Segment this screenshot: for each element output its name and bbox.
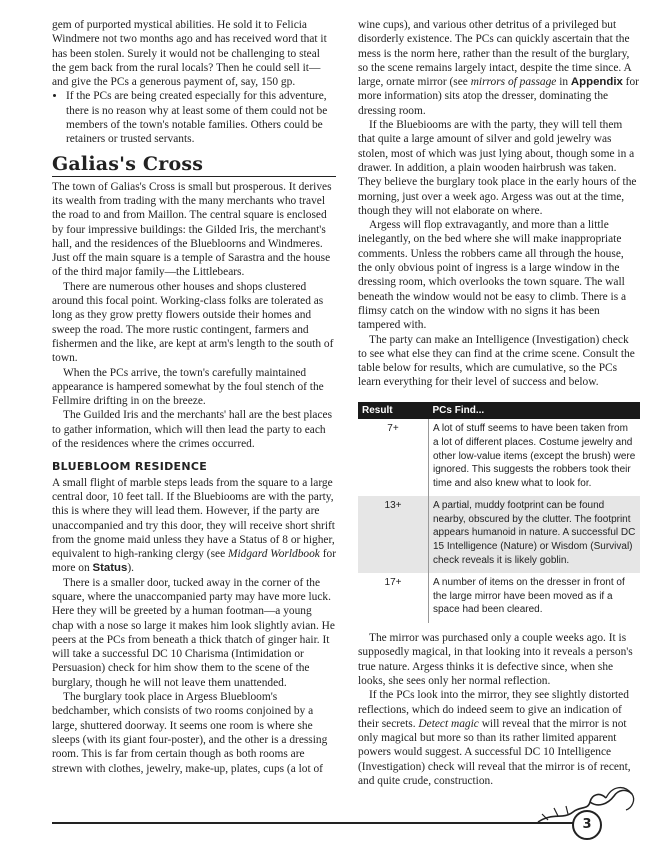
section-heading: Galias's Cross xyxy=(52,153,336,177)
result-cell: 17+ xyxy=(384,577,402,589)
paragraph: If the PCs look into the mirror, they see slightly distorted reflections, which do indeed seem to give an indication of their secrets. Detect magic will reveal that the mirror is not only magical but more so than its rather limited apparent powers would suggest. A successful DC 10 Intelligence (Investigation) check will reveal that the mirror is of recent, and quite crude, construction. xyxy=(358,689,631,787)
appendix-reference: Appendix xyxy=(570,76,623,89)
item-reference: mirrors of passage xyxy=(470,76,557,89)
find-cell: A number of items on the dresser in front of the large mirror have been moved as if a space had been cleared. xyxy=(429,573,641,623)
paragraph: A small flight of marble steps leads from the square to a large central door, 10 feet tall. If the Bluebiooms are with the party, this is where they will lead them. However, if the party are unaccompanied and try this door, they will receive short shrift from the gnome maid unless they have a Status of 8 or higher, equivalent to high-ranking clergy (see Midgard Worldbook for more on Status). xyxy=(52,476,336,575)
table-row xyxy=(358,496,640,573)
right-column xyxy=(358,18,640,788)
paragraph: There is a smaller door, tucked away in the corner of the square, where the unaccompanied party may have more luck. Here they will be greeted by a human footman—a young chap with a nose so large it makes him look slightly avian. He peers at the PCs from beneath a thick thatch of ginger hair. It will take a successful DC 10 Charisma (Intimidation or Persuasion) check for him show them to the scene of the burglary, though he will not leave them unattended. xyxy=(52,576,335,689)
find-cell: A lot of stuff seems to have been taken from a lot of different places. Costume jewelry and other low-value items (except the brush) were ignored. This suggests the robbers took their time and also knew what to look for. xyxy=(429,419,641,496)
table-row xyxy=(358,419,640,496)
page-number: 3 xyxy=(572,810,602,840)
spell-name: Detect magic xyxy=(418,717,479,730)
results-table xyxy=(358,402,640,623)
paragraph: When the PCs arrive, the town's carefully maintained appearance is hampered somewhat by the foul stench of the Fellmire drifting in on the breeze. xyxy=(52,366,324,408)
column-header-result: Result xyxy=(358,402,429,420)
paragraph: The party can make an Intelligence (Investigation) check to see what else they can find at the crime scene. Consult the table below for results, which are cumulative, so the PCs learn everything for their level of success and below. xyxy=(358,333,635,389)
paragraph: The town of Galias's Cross is small but prosperous. It derives its wealth from trading with the many merchants who travel the road to and from Maillon. The central square is enclosed by four impressive buildings: the Gilded Iris, the merchant's hall, and the residences of the Bluebloorns and Windmeres. Just off the main square is a temple of Sarastra and the house of the third major family—the Littlebears. xyxy=(52,180,332,279)
bullet-item: • If the PCs are being created especially for this adventure, there is no reason why at least some of them could not be members of the town's notable families. Others could be retainers or trusted servants. xyxy=(66,89,336,146)
result-cell: 13+ xyxy=(358,496,429,573)
bullet-list xyxy=(52,89,336,146)
rule-term: Status xyxy=(92,562,128,575)
paragraph: The Guilded Iris and the merchants' hall are the best places to gather information, which will then lead the party to each of the residences where the crimes occurred. xyxy=(52,409,332,451)
table-row xyxy=(358,573,640,623)
paragraph: Argess will flop extravagantly, and more than a little inelegantly, on the bed where she will make inappropriate comments. Unless the robbers came all through the house, the only obvious point of ingress is a large window in the dressing room, which overlooks the town square. The wall beneath the window would not be easy to climb. There is a flimsy catch on the window with no signs it has been tampered with. xyxy=(358,219,627,332)
table-header-row xyxy=(358,402,640,420)
book-title: Midgard Worldbook xyxy=(227,548,320,561)
subsection-heading: BLUEBLOOM RESIDENCE xyxy=(52,460,208,474)
paragraph: There are numerous other houses and shops clustered around this focal point. Working-class folks are tolerated as long as they grow pretty flowers outside their homes and sweep the road. The more rustic contingent, farmers and fishermen and the like, are kept at arm's length to the south of town. xyxy=(52,280,334,365)
footer-rule xyxy=(52,822,574,824)
paragraph: gem of purported mystical abilities. He sold it to Felicia Windmere not two months ago and has received word that it has been stolen. Surely it would not be challenging to steal the gem back from the rural locals? Then he could sell it—and give the PCs a generous payment of, say, 150 gp. xyxy=(52,19,327,89)
left-column xyxy=(52,18,336,776)
result-cell: 7+ xyxy=(387,423,399,435)
paragraph: The mirror was purchased only a couple weeks ago. It is supposedly magical, in that looking into it reveals a person's true nature. Argess thinks it is defective since, when she looks, she sees only her normal reflection. xyxy=(358,632,633,687)
column-header-find: PCs Find... xyxy=(429,402,641,420)
paragraph: The burglary took place in Argess Bluebloom's bedchamber, which consists of two rooms conjoined by a large, shuttered doorway. It seems one room is where she sleeps (with its giant four-poster), and the other is a dressing room. This is far from certain though as both rooms are strewn with clothes, jewelry, make-up, plates, cups (a lot of xyxy=(52,691,328,775)
paragraph: If the Bluebiooms are with the party, they will tell them that quite a large amount of silver and gold jewelry was stolen, most of which was just lying about, though some in a drawer. In addition, a plain wooden hairbrush was taken. They believe the burglary took place in the early hours of the morning, just over a week ago. Argess was out at the time, though they will not elaborate on where. xyxy=(358,119,637,217)
find-cell: A partial, muddy footprint can be found nearby, obscured by the clutter. The footprint appears humanoid in nature. A successful DC 15 Intelligence (Nature) or Wisdom (Survival) check reveals it is likely goblin. xyxy=(429,496,641,573)
paragraph: wine cups), and various other detritus of a privileged but disorderly existence. The PCs can quickly ascertain that the mess is the norm here, rather than the result of the burglary, so the scene remains largely intact, despite the time since. A large, ornate mirror (see mirrors of passage in Appendix for more information) sits atop the dresser, dominating the dressing room. xyxy=(358,19,639,117)
